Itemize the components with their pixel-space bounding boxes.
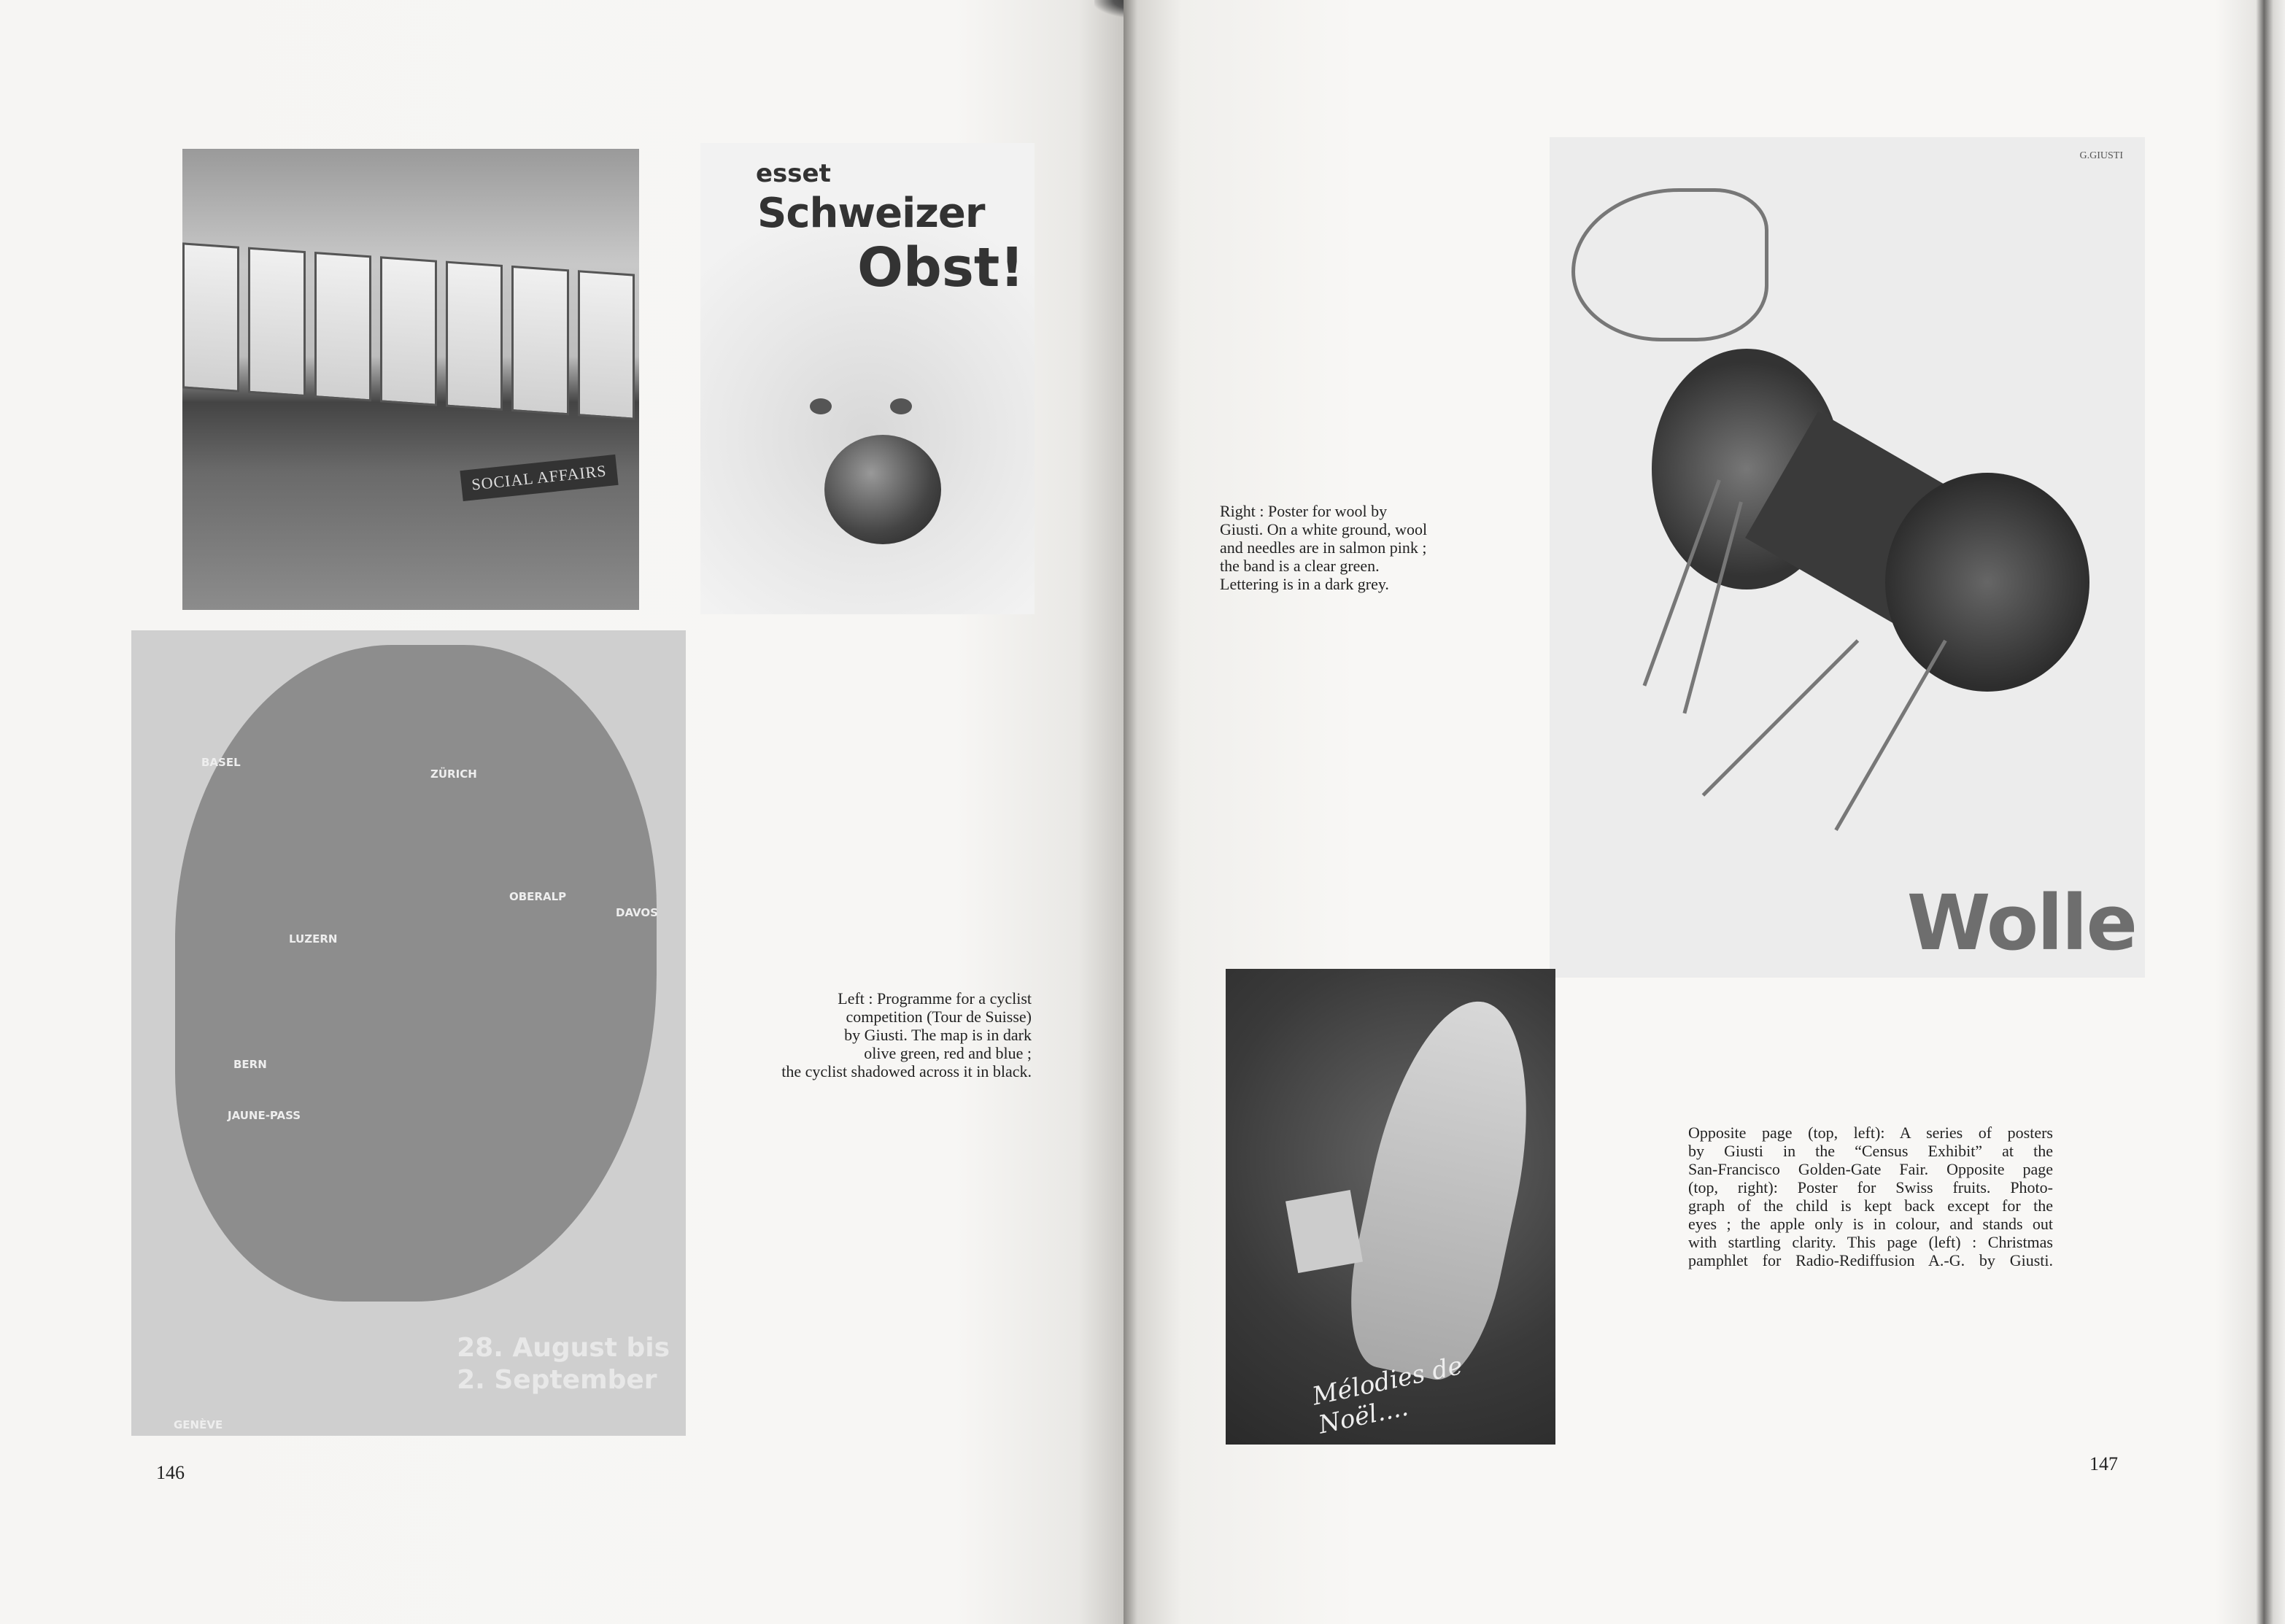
caption-line: pamphlet for Radio-Rediffusion A.-G. by Giusti.: [1688, 1251, 2053, 1269]
caption-line: Opposite page (top, left): A series of posters: [1688, 1124, 2053, 1142]
map-label: OBERALP: [509, 890, 567, 903]
date-line: 28. August bis: [457, 1333, 670, 1363]
caption-wool-poster: [1220, 502, 1427, 593]
child-eye: [890, 398, 912, 414]
caption-line: the cyclist shadowed across it in black.: [781, 1062, 1032, 1080]
social-affairs-sign: SOCIAL AFFAIRS: [460, 455, 619, 501]
map-label: BASEL: [201, 756, 241, 769]
poster-title-wolle: Wolle: [1906, 878, 2136, 967]
poster-text-schweizer: Schweizer: [757, 190, 985, 237]
caption-line: (top, right): Poster for Swiss fruits. Photo-: [1688, 1178, 2053, 1196]
event-dates: [457, 1332, 670, 1396]
caption-line: olive green, red and blue ;: [864, 1044, 1032, 1062]
poster-text-obst: Obst!: [857, 236, 1024, 299]
left-page: [0, 0, 1124, 1624]
christmas-pamphlet: [1226, 969, 1555, 1445]
caption-line: eyes ; the apple only is in colour, and stands out: [1688, 1215, 2053, 1233]
caption-line: by Giusti in the “Census Exhibit” at the: [1688, 1142, 2053, 1160]
map-label: DAVOS: [616, 906, 658, 919]
caption-opposite-page: [1688, 1124, 2053, 1269]
caption-line: Right : Poster for wool by: [1220, 502, 1388, 520]
map-label: ZÜRICH: [430, 767, 477, 781]
angel-illustration: [1334, 987, 1555, 1388]
child-eye: [810, 398, 832, 414]
tour-de-suisse-map: [131, 630, 686, 1436]
gift-box-illustration: [1285, 1190, 1363, 1273]
date-line: 2. September: [457, 1365, 657, 1395]
caption-line: San-Francisco Golden-Gate Fair. Opposite page: [1688, 1160, 2053, 1178]
apple-illustration: [824, 435, 941, 544]
map-label: BERN: [233, 1058, 267, 1071]
caption-line: and needles are in salmon pink ;: [1220, 538, 1427, 557]
map-label: JAUNE-PASS: [228, 1109, 301, 1122]
page-number: 146: [156, 1462, 185, 1483]
poster-text-esset: esset: [756, 159, 831, 188]
map-shape: [175, 645, 657, 1302]
caption-line: by Giusti. The map is in dark: [844, 1026, 1032, 1044]
wool-skein: [1885, 473, 2089, 692]
caption-line: Left : Programme for a cyclist: [838, 989, 1032, 1008]
page-number: 147: [2089, 1453, 2118, 1474]
sheep-head-illustration: [1571, 188, 1768, 341]
caption-line: the band is a clear green.: [1220, 557, 1380, 575]
knitting-needle: [1702, 639, 1860, 797]
artist-signature: G.GIUSTI: [2079, 150, 2123, 161]
knitting-needle: [1834, 640, 1946, 831]
map-label: LUZERN: [289, 932, 338, 946]
census-exhibit-photo: [182, 149, 639, 610]
caption-cyclist-programme: [730, 989, 1032, 1080]
swiss-fruit-poster: [700, 143, 1035, 614]
caption-line: competition (Tour de Suisse): [846, 1008, 1032, 1026]
map-label: GENÈVE: [174, 1418, 223, 1431]
caption-line: Giusti. On a white ground, wool: [1220, 520, 1428, 538]
poster-series: [182, 242, 635, 419]
caption-line: graph of the child is kept back except for the: [1688, 1196, 2053, 1215]
wool-poster: [1550, 137, 2145, 978]
caption-line: with startling clarity. This page (left) : Christmas: [1688, 1233, 2053, 1251]
pamphlet-title: Mélodies de Noël....: [1310, 1350, 1466, 1440]
caption-line: Lettering is in a dark grey.: [1220, 575, 1389, 593]
